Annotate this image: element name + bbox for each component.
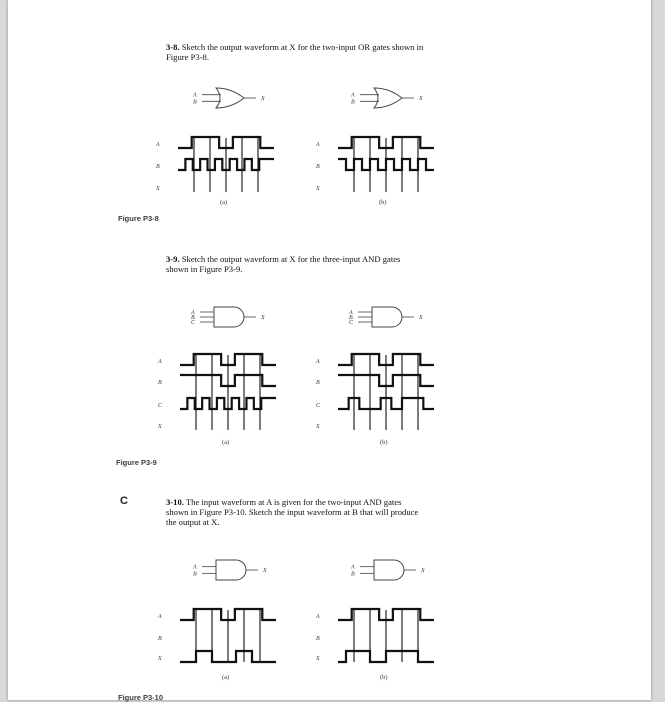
problem-number: 3-10. — [166, 497, 184, 507]
problem-text: shown in Figure P3-9. — [166, 264, 243, 274]
and-gate-symbol — [372, 307, 402, 327]
waveform-label: A — [156, 142, 160, 148]
gate-input-label: C — [191, 320, 196, 326]
waveform-label: B — [316, 380, 320, 386]
waveform-label: C — [316, 403, 321, 409]
and-gate-symbol — [216, 560, 246, 580]
gate-output-label: X — [421, 568, 425, 574]
waveform-label: X — [156, 186, 160, 192]
challenge-badge: C — [120, 495, 128, 507]
subfigure-label-b: (b) — [379, 199, 387, 206]
gate-input-label: B — [193, 99, 197, 106]
waveform-label: A — [316, 359, 320, 365]
problem-text: The input waveform at A is given for the two-input AND gates — [185, 497, 402, 507]
waveform-label: X — [158, 656, 162, 662]
problem-text: Sketch the output waveform at X for the two-input OR gates shown in — [181, 42, 424, 52]
waveform-label: X — [316, 656, 320, 662]
waveform-label: C — [158, 403, 163, 409]
problem-text: shown in Figure P3-10. Sketch the input waveform at B that will produce — [166, 507, 419, 517]
gate-input-label: A — [349, 310, 353, 316]
gate-output-label: X — [419, 96, 423, 102]
gate-input-label: A — [191, 310, 195, 316]
subfigure-label-a: (a) — [222, 674, 230, 681]
waveform-label: B — [316, 636, 320, 642]
waveform-label: B — [156, 164, 160, 170]
subfigure-label-a: (a) — [222, 439, 230, 446]
subfigure-label-a: (a) — [220, 199, 228, 206]
textbook-page — [8, 0, 651, 700]
waveform-label: A — [316, 142, 320, 148]
gate-input-label: A — [351, 92, 355, 99]
waveform-label: B — [158, 636, 162, 642]
gate-output-label: X — [261, 315, 265, 321]
gate-input-label: B — [351, 571, 355, 578]
gate-input-label: B — [191, 315, 195, 321]
problem-number: 3-9. — [166, 254, 180, 264]
figure-label: Figure P3-10 — [118, 693, 164, 702]
problem-text: the output at X. — [166, 517, 220, 527]
figure-label: Figure P3-8 — [118, 214, 159, 223]
waveform-label: B — [316, 164, 320, 170]
figure-artwork — [8, 0, 651, 700]
subfigure-label-b: (b) — [380, 674, 388, 681]
waveform-label: A — [316, 614, 320, 620]
gate-input-label: C — [349, 320, 354, 326]
gate-output-label: X — [261, 96, 265, 102]
or-gate-symbol — [216, 88, 244, 108]
and-gate-symbol — [374, 560, 404, 580]
subfigure-label-b: (b) — [380, 439, 388, 446]
or-gate-symbol — [374, 88, 402, 108]
waveform-label: X — [316, 186, 320, 192]
waveform-label: A — [158, 614, 162, 620]
gate-output-label: X — [419, 315, 423, 321]
gate-input-label: B — [349, 315, 353, 321]
waveform-label: X — [316, 424, 320, 430]
gate-input-label: B — [351, 99, 355, 106]
gate-output-label: X — [263, 568, 267, 574]
problem-number: 3-8. — [166, 42, 180, 52]
problem-text: Sketch the output waveform at X for the three-input AND gates — [181, 254, 401, 264]
gate-input-label: A — [193, 564, 197, 571]
waveform-label: A — [158, 359, 162, 365]
figure-label: Figure P3-9 — [116, 458, 157, 467]
and-gate-symbol — [214, 307, 244, 327]
waveform-label: B — [158, 380, 162, 386]
waveform-label: X — [158, 424, 162, 430]
gate-input-label: A — [193, 92, 197, 99]
problem-text: Figure P3-8. — [166, 52, 209, 62]
gate-input-label: A — [351, 564, 355, 571]
gate-input-label: B — [193, 571, 197, 578]
